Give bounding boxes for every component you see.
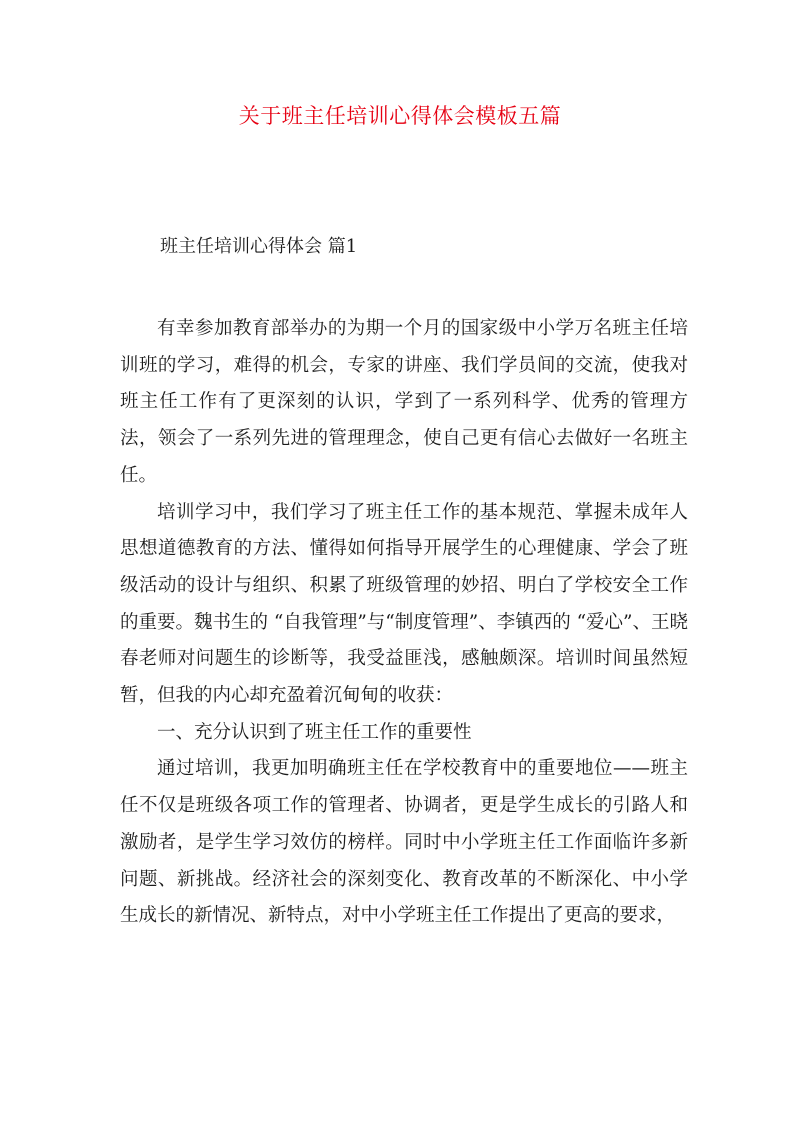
paragraph-importance: 通过培训，我更加明确班主任在学校教育中的重要地位——班主任不仅是班级各项工作的管理者、协调者，更是学生成长的引路人和激励者，是学生学习效仿的榜样。同时中小学班主任工作面临许多新问题、新挑战。经济社会的深刻变化、教育改革的不断深化、中小学生成长的新情况、新特点，对中小学班主任工作提出了更高的要求， [120,758,688,927]
document-body [120,311,688,935]
section-heading: 班主任培训心得体会 篇1 [160,236,358,257]
paragraph-subheading-1: 一、充分认识到了班主任工作的重要性 [157,721,472,743]
paragraph-intro: 有幸参加教育部举办的为期一个月的国家级中小学万名班主任培训班的学习，难得的机会，专家的讲座、我们学员间的交流，使我对班主任工作有了更深刻的认识，学到了一系列科学、优秀的管理方法，领会了一系列先进的管理理念，使自己更有信心去做好一名班主任。 [120,318,688,486]
paragraph-training-content: 培训学习中，我们学习了班主任工作的基本规范、掌握未成年人思想道德教育的方法、懂得如何指导开展学生的心理健康、学会了班级活动的设计与组织、积累了班级管理的妙招、明白了学校安全工作的重要。魏书生的 “自我管理”与“制度管理”、李镇西的 “爱心”、王晓春老师对问题生的诊断等，我受益匪浅，感触颇深。培训时间虽然短暂，但我的内心却充盈着沉甸甸的收获： [120,501,689,707]
document-title: 关于班主任培训心得体会模板五篇 [238,104,562,128]
